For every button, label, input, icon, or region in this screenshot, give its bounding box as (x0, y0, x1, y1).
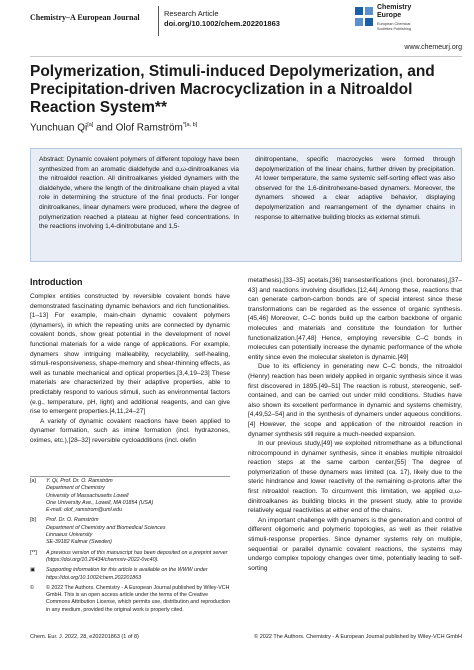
affiliation-key: [a] (30, 478, 36, 484)
affiliation-line: Y. Qi, Prof. Dr. O. Ramström (46, 478, 113, 484)
chemistry-europe-icon (354, 6, 374, 28)
author-list (30, 122, 197, 133)
affiliation-a (30, 478, 230, 514)
affiliation-line: Department of Chemistry (46, 485, 105, 492)
body-paragraph: Complex entities constructed by reversible covalent bonds have demonstrated fascinating dynamic behaviors and rich functionalities.[1–13] For example, main-chain dynamic covalent polymers (dynamers), in which the repeating units are connected by dynamic covalent bonds, show great potential in the development of novel functional materials for a wide range of applications. For example, dynamers show intriguing malleability, recyclability, self-healing, stimuli-responsiveness, shape-memory and shear-thinning effects, as well as tunable mechanical and optical properties.[3,4,19–23] These materials are characterized by their adaptive properties, able to predictably respond to various stimuli, such as environmental factors (e.g., temperature, pH, light) and additional reagents, and can give rise to emergent properties.[4,11,24–27] (30, 293, 230, 416)
body-paragraph: Due to its efficiency in generating new C–C bonds, the nitroaldol (Henry) reaction has been widely applied in organic synthesis since it was first discovered in 1895.[49–51] The reaction is robust, stereogenic, self-contained, and can be carried out under mild conditions. Studies have also shown its excellent performance in dynamic and systems chemistry,[4,49,52–54] and in the synthesis of dynamers under aqueous conditions.[4] However, the scope and application of the nitroaldol reaction in dynamer synthesis still require a much-needed expansion. (248, 363, 462, 438)
header-rule (30, 56, 462, 57)
affiliation-email[interactable]: E-mail: olof_ramstrom@uml.edu (46, 507, 123, 514)
footnote-rule (30, 476, 230, 477)
affiliation-b (30, 517, 230, 546)
body-paragraph: In our previous study,[49] we exploited nitromethane as a bifunctional nitrocompound in dynamer synthesis, since it enables multiple nitroaldol reaction steps at the same carbon center.[55] The degree of polymerization of these dynamers was limited (ca. 17), likely due to the steric hindrance and lower reactivity of the remaining α-protons after the first nitroaldol reaction. To circumvent this limitation, we applied α,ω-dinitroalkanes as building blocks in the present study, able to provide relatively equal reactivities at either end of the chains. (248, 440, 462, 515)
author-conjunction: and (93, 122, 116, 134)
note-text: A previous version of this manuscript has been deposited on a preprint server (https://doi.org/10.26434/chemrxiv-2022-0vc40). (46, 549, 228, 563)
affiliation-line: SE-39182 Kalmar (Sweden) (46, 539, 112, 546)
journal-url[interactable]: www.chemeurj.org (404, 44, 462, 51)
logo-tagline-1: European Chemical (377, 22, 411, 26)
affiliation-line: Department of Chemistry and Biomedical Sciences (46, 524, 166, 531)
journal-name: Chemistry–A European Journal (30, 13, 140, 22)
affiliations (30, 478, 230, 614)
affiliation-key: [b] (30, 517, 36, 524)
abstract-col-1 (39, 155, 239, 232)
affiliation-line: One University Ave., Lowell, MA 01854 (USA) (46, 499, 154, 506)
note-text: © 2022 The Authors. Chemistry - A European Journal published by Wiley-VCH GmbH. This is an open access article under the terms of the Creative Commons Attribution License, which permits use, distribution and reproduction in any medium, provided the original work is properly cited. (46, 584, 231, 613)
logo-text-chemistry: Chemistry (377, 4, 412, 11)
affiliation-line: Linnaeus University (46, 532, 93, 539)
supporting-info-icon: ▣ (30, 567, 36, 574)
body-column-left (30, 292, 230, 446)
footer-copyright: © 2022 The Authors. Chemistry - A European Journal published by Wiley-VCH GmbH (254, 634, 462, 640)
author-2-affil: *[a, b] (182, 122, 198, 128)
body-paragraph: A variety of dynamic covalent reactions have been applied to dynamer formation, such as imine formation (incl. hydrazones, oximes, etc.),[28–32] reversible cycloadditions (incl. olefin (30, 417, 230, 444)
doi-link[interactable]: doi.org/10.1002/chem.202201863 (164, 19, 280, 28)
affiliation-line: Prof. Dr. O. Ramström (46, 517, 99, 524)
supporting-info-note (30, 567, 230, 582)
abstract-box (30, 148, 462, 262)
chemistry-europe-logo (354, 4, 464, 36)
section-heading-introduction: Introduction (30, 277, 83, 287)
note-key: [**] (30, 549, 38, 556)
footer-citation: Chem. Eur. J. 2022, 28, e202201863 (1 of 8) (30, 634, 139, 640)
body-paragraph: An important challenge with dynamers is the generation and control of different oligomeric and polymeric topologies, as well as their relative stimuli-response properties. Since dynamer systems rely on multiple, sequential or parallel dynamic covalent reactions, the systems may undergo complex topology changes over time, potentially leading to self-sorting (248, 516, 462, 572)
affiliation-line: University of Massachusetts Lowell (46, 492, 129, 499)
body-paragraph: metathesis),[33–35] acetals,[36] transesterifications (incl. boronates),[37–43] and reactions involving disulfides.[12,44] Among these, reactions that can generate carbon-carbon bonds are of special interest since these transformations can be regarded as the essence of organic synthesis.[45,46] Moreover, C–C bonds build up the carbon backbone of organic molecules and materials and constitute the foundation for further functionalization.[47,48] Hence, employing reversible C–C bonds in molecules can potentially increase the dynamic performance of the whole entity since even the molecular skeleton is dynamic.[49] (248, 277, 462, 361)
note-text[interactable]: Supporting information for this article is available on the WWW under https://doi.org/10.1002/chem.202201863 (46, 567, 208, 581)
page-header (0, 0, 474, 40)
author-1[interactable]: Yunchuan Qi (30, 122, 88, 134)
body-column-right (248, 276, 462, 573)
logo-text-europe: Europe (377, 12, 402, 19)
abstract-text-1: Abstract: Dynamic covalent polymers of different topology have been synthesized from an aromatic dialdehyde and α,ω-dinitroalkanes via the nitroaldol reaction. All dinitroalkanes yielded dynamers with the dialdehyde, where the length of the dinitroalkane chain played a vital role in determining the structure of the final products. For longer dinitroalkanes, linear dynamers were produced, where the degree of polymerization reached a plateau at higher feed concentrations. In the reactions involving 1,4-dinitrobutane and 1,5- (39, 156, 239, 231)
author-2[interactable]: Olof Ramström (115, 122, 183, 134)
logo-tagline-2: Societies Publishing (377, 27, 411, 31)
copyright-icon: © (30, 584, 34, 591)
abstract-col-2 (255, 155, 455, 222)
preprint-note (30, 550, 230, 565)
abstract-text-2: dinitropentane, specific macrocycles were formed through depolymerization of the linear chains, further driven by precipitation. At lower temperature, the same systemic self-sorting effect was also observed for the 1,6-dinitrohexane-based dynamers. Moreover, the dynamers showed a clear adaptive behavior, displaying depolymerization and rearrangement of the dynamer chains in response to alternative building blocks as external stimuli. (255, 156, 455, 221)
article-title: Polymerization, Stimuli-induced Depolymerization, and Precipitation-driven Macrocyclization in a Nitroaldol Reaction System** (30, 63, 435, 116)
license-note (30, 585, 230, 614)
author-1-affil: [a] (87, 122, 94, 128)
article-type: Research Article (164, 9, 219, 18)
header-divider (158, 6, 159, 36)
